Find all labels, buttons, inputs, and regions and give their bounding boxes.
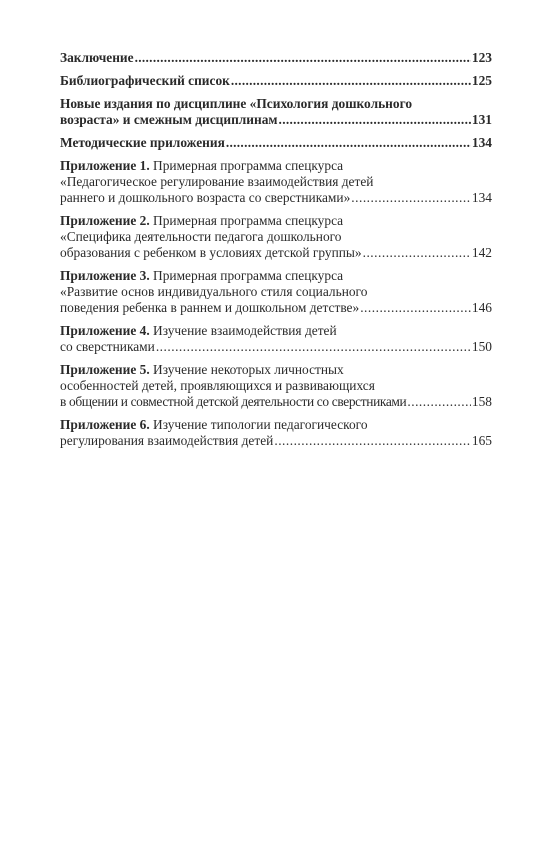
toc-entry-appendix-4[interactable] [60,323,492,355]
toc-entry-line [60,229,492,245]
toc-page-number: 158 [471,394,492,409]
toc-entry-line [60,394,492,410]
toc-entry-title: Примерная программа спецкурса [149,213,344,228]
toc-entry-title: особенностей детей, проявляющихся и развивающихся [60,378,375,393]
dot-leader [231,73,471,89]
toc-entry-line [60,135,492,151]
toc-page-number: 125 [471,73,492,88]
toc-entry-title: Изучение типологии педагогического [149,417,368,432]
toc-entry-appendix-5[interactable] [60,362,492,410]
toc-entry-new-editions[interactable] [60,96,492,128]
toc-entry-title: «Развитие основ индивидуального стиля социального [60,284,368,299]
dot-leader [407,394,471,410]
toc-entry-methodical-appendices[interactable] [60,135,492,151]
toc-entry-line [60,268,492,284]
toc-entry-appendix-6[interactable] [60,417,492,449]
toc-entry-title: в общении и совместной детской деятельности со сверстниками [60,394,407,409]
toc-entry-line [60,213,492,229]
toc-entry-title: возраста» и смежным дисциплинам [60,112,278,127]
toc-entry-line [60,323,492,339]
toc-entry-title: регулирования взаимодействия детей [60,433,274,448]
dot-leader [156,339,471,355]
appendix-label: Приложение 2. [60,213,150,228]
toc-entry-title: Изучение взаимодействия детей [149,323,337,338]
toc-entry-line [60,339,492,355]
toc-entry-line [60,245,492,261]
toc-entry-title: Библиографический список [60,73,230,88]
toc-page-number: 134 [471,135,492,150]
toc-entry-line [60,190,492,206]
dot-leader [363,245,471,261]
toc-entry-conclusion[interactable] [60,50,492,66]
toc-entry-line [60,433,492,449]
toc-entry-title: Методические приложения [60,135,225,150]
dot-leader [351,190,471,206]
appendix-label: Приложение 5. [60,362,150,377]
toc-entry-title: «Специфика деятельности педагога дошкольного [60,229,342,244]
toc-page-number: 131 [471,112,492,127]
dot-leader [274,433,471,449]
toc-entry-title: раннего и дошкольного возраста со сверстниками» [60,190,351,205]
toc-entry-line [60,96,492,112]
toc-page-number: 165 [471,433,492,448]
toc-entry-title: поведения ребенка в раннем и дошкольном детстве» [60,300,360,315]
dot-leader [279,112,471,128]
toc-entry-line [60,362,492,378]
toc-page-number: 123 [471,50,492,65]
toc-entry-line [60,73,492,89]
toc-entry-line [60,174,492,190]
toc-entry-title: образования с ребенком в условиях детской группы» [60,245,362,260]
dot-leader [135,50,471,66]
table-of-contents [60,50,492,456]
toc-entry-title: «Педагогическое регулирование взаимодействия детей [60,174,374,189]
toc-entry-title: Изучение некоторых личностных [149,362,344,377]
toc-entry-line [60,378,492,394]
appendix-label: Приложение 1. [60,158,150,173]
toc-entry-line [60,112,492,128]
toc-entry-line [60,417,492,433]
appendix-label: Приложение 6. [60,417,150,432]
toc-entry-title: со сверстниками [60,339,155,354]
toc-entry-bibliography[interactable] [60,73,492,89]
toc-entry-line [60,158,492,174]
appendix-label: Приложение 3. [60,268,150,283]
toc-entry-title: Примерная программа спецкурса [149,268,344,283]
toc-page-number: 146 [471,300,492,315]
toc-page-number: 134 [471,190,492,205]
toc-entry-appendix-2[interactable] [60,213,492,261]
toc-entry-appendix-3[interactable] [60,268,492,316]
toc-entry-title: Заключение [60,50,134,65]
toc-entry-title: Новые издания по дисциплине «Психология дошкольного [60,96,413,111]
toc-entry-line [60,50,492,66]
toc-page-number: 150 [471,339,492,354]
toc-entry-line [60,284,492,300]
toc-entry-appendix-1[interactable] [60,158,492,206]
dot-leader [360,300,471,316]
toc-entry-line [60,300,492,316]
toc-entry-title: Примерная программа спецкурса [149,158,344,173]
toc-page-number: 142 [471,245,492,260]
appendix-label: Приложение 4. [60,323,150,338]
dot-leader [226,135,471,151]
